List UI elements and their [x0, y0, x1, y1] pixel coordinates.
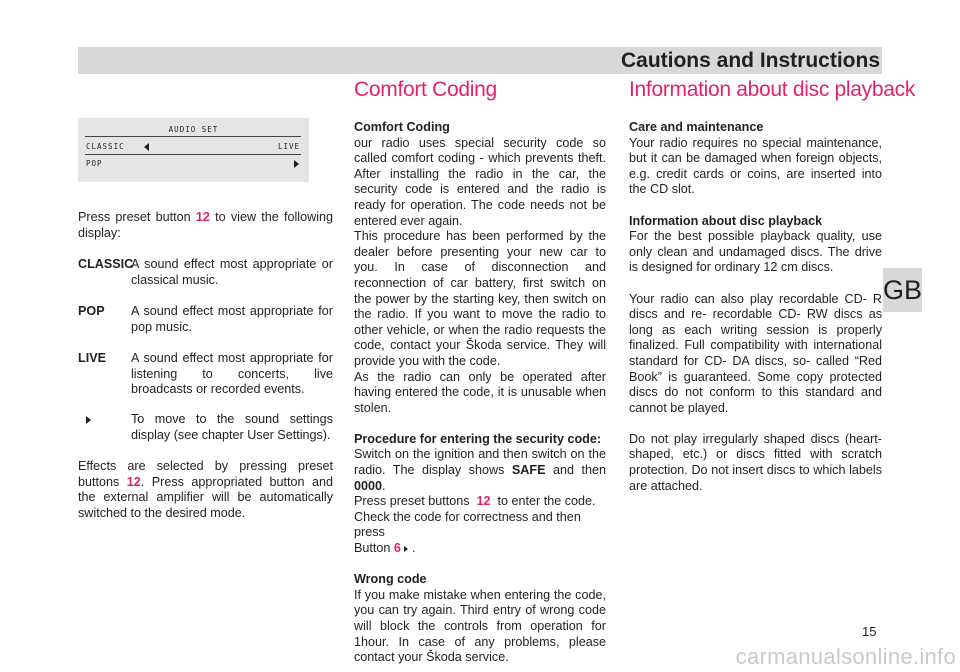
left-outro [78, 459, 333, 521]
paragraph: As the radio can only be operated after having entered the code, it is unusable when stolen. [354, 369, 606, 415]
display-title: AUDIO SET [168, 125, 219, 134]
definition-term: LIVE [78, 351, 106, 365]
display-pop: POP [86, 159, 103, 168]
paragraph-text: . [411, 541, 416, 556]
definition-term: CLASSIC [78, 257, 134, 271]
definition-text: A sound effect most appropriate for listening to concerts, live broadcasts or recorded events. [131, 351, 333, 397]
left-intro [78, 210, 333, 241]
definition-text: A sound effect most appropriate for pop music. [131, 304, 333, 334]
definition-term: POP [78, 304, 105, 318]
code-label: 0000 [354, 478, 383, 493]
preset-number: 12 [195, 210, 210, 224]
arrow-right-icon [86, 416, 91, 424]
heading-wrong-code: Wrong code [354, 572, 427, 587]
paragraph: Do not play irregularly shaped discs (heart-shaped, etc.) or discs fitted with scratch protection. Do not insert discs to which labels are attached. [629, 431, 882, 493]
preset-number: 12 [476, 494, 491, 509]
heading-comfort-coding: Comfort Coding [354, 120, 450, 134]
paragraph-text: and then [552, 463, 606, 478]
heading-care: Care and maintenance [629, 120, 764, 134]
language-tab: GB [883, 268, 922, 312]
paragraph-text: Button [354, 541, 391, 556]
display-live: LIVE [277, 142, 300, 151]
arrow-left-icon [144, 143, 149, 151]
heading-security-code: Procedure for entering the security code: [354, 431, 602, 446]
paragraph: Check the code for correctness and then press [354, 509, 581, 540]
button-number: 6 [393, 541, 401, 556]
intro-text-a: Press preset button [78, 210, 191, 224]
definition-text: A sound effect most appropriate or classical music. [131, 257, 333, 287]
section-title-disc-playback: Information about disc playback [629, 78, 916, 101]
paragraph: If you make mistake when entering the code, you can try again. Third entry of wrong code will block the controls from operation for 1hour. In case of any problems, please contact your Škoda service. [354, 587, 606, 665]
outro-text-b: . Press appropriated button and the external amplifier will be automatically switched to the desired mode. [78, 474, 333, 520]
safe-label: SAFE [511, 463, 546, 478]
section-title-comfort-coding: Comfort Coding [354, 78, 497, 101]
paragraph: For the best possible playback quality, use only clean and undamaged discs. The drive is designed for ordinary 12 cm discs. [629, 229, 882, 275]
intro-text-b: to view the following display: [78, 210, 334, 240]
middle-column [354, 120, 606, 666]
paragraph: Your radio can also play recordable CD- R discs and re- recordable CD- RW discs as long as each writing session is properly finalized. Full compatibility with international standard for CD- DA discs, so- called “Red Book” is guaranteed. Some copy protected discs do not conform to this standard and cannot be played. [629, 291, 882, 415]
page-header-title: Cautions and Instructions [620, 49, 880, 72]
paragraph-text: . [382, 478, 386, 493]
display-divider [85, 154, 301, 155]
heading-disc-playback: Information about disc playback [629, 213, 823, 228]
page-number: 15 [862, 624, 877, 639]
right-column [629, 120, 882, 494]
watermark: carmanualsonline.info [735, 644, 956, 669]
outro-text-a: Effects are selected by pressing preset buttons [78, 459, 333, 489]
arrow-right-icon [404, 546, 408, 552]
arrow-right-icon [294, 160, 299, 168]
paragraph-text: Press preset buttons [354, 494, 470, 509]
audio-set-display [78, 118, 309, 182]
paragraph-text: to enter the code. [497, 494, 596, 509]
display-divider [85, 136, 301, 137]
paragraph: our radio uses special security code so called comfort coding - which prevents theft. After installing the radio in the car, the security code is entered and the radio is ready for operation. The code needs not be entered ever again. [354, 135, 606, 228]
definition-text: To move to the sound settings display (see chapter User Settings). [131, 412, 333, 442]
display-classic: CLASSIC [86, 142, 125, 151]
paragraph: Your radio requires no special maintenance, but it can be damaged when foreign objects, e.g. credit cards or coins, are inserted into the CD slot. [629, 135, 882, 197]
paragraph-text: Switch on the ignition and then switch on the radio. The display shows [354, 447, 606, 478]
preset-number: 12 [126, 474, 141, 489]
paragraph: This procedure has been performed by the dealer before presenting your new car to you. In case of disconnection and reconnection of car battery, first switch on the power by the starting key, then switch on the radio. If you want to move the radio to other vehicle, or when the radio requests the code, contact your Škoda service. They will provide you with the code. [354, 229, 606, 368]
